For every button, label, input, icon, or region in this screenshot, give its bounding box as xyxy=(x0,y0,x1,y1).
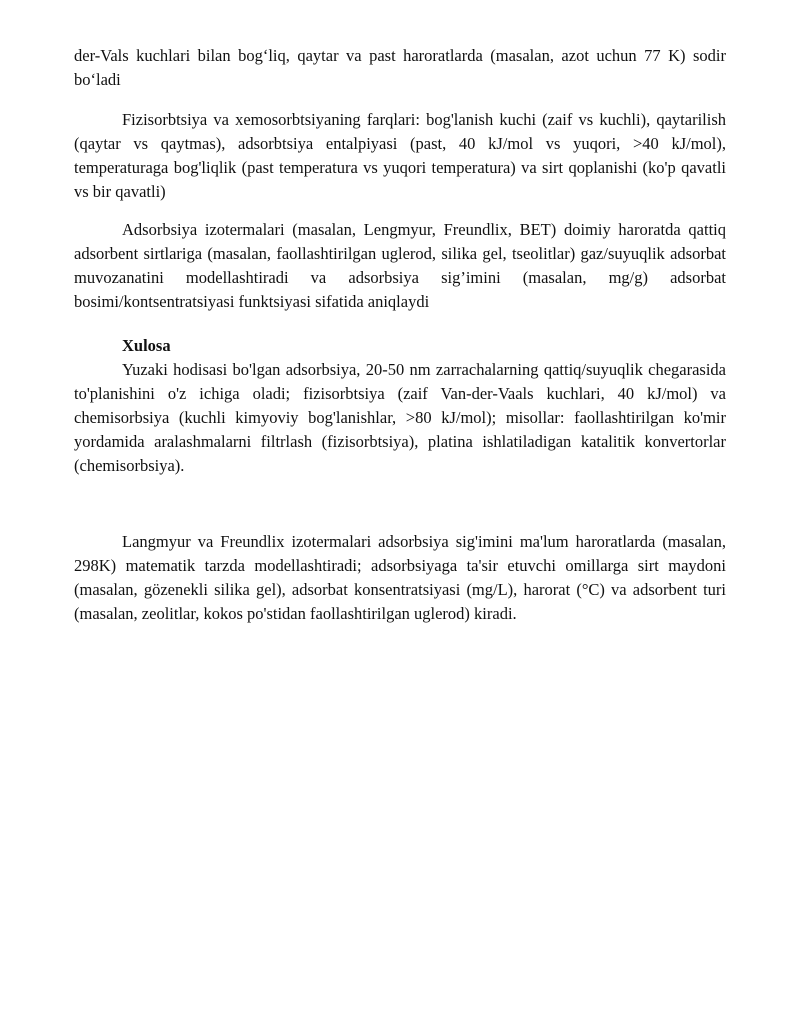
paragraph-isotherm-factors: Langmyur va Freundlix izotermalari adsorbsiya sig'imini ma'lum haroratlarda (masalan, 298K) matematik tarzda modellashtiradi; adsorbsiyaga ta'sir etuvchi omillarga sirt maydoni (masalan, gözenekli silika gel), adsorbat konsentratsiyasi (mg/L), harorat (°C) va adsorbent turi (masalan, zeolitlar, kokos po'stidan faollashtirilgan uglerod) kiradi. xyxy=(74,532,726,623)
section-heading-conclusion: Xulosa xyxy=(122,336,171,355)
paragraph-continuation: der-Vals kuchlari bilan bog‘liq, qaytar va past haroratlarda (masalan, azot uchun 77 K) sodir bo‘ladi xyxy=(74,46,726,89)
paragraph-physisorption-differences: Fizisorbtsiya va xemosorbtsiyaning farqlari: bog'lanish kuchi (zaif vs kuchli), qaytarilish (qaytar vs qaytmas), adsorbtsiya entalpiyasi (past, 40 kJ/mol vs yuqori, >40 kJ/mol), temperaturaga bog'liqlik (past temperatura vs yuqori temperatura) va sirt qoplanishi (ko'p qavatli vs bir qavatli) xyxy=(74,110,726,201)
paragraph-adsorption-isotherms: Adsorbsiya izotermalari (masalan, Lengmyur, Freundlix, BET) doimiy haroratda qattiq adsorbent sirtlariga (masalan, faollashtirilgan uglerod, silika gel, tseolitlar) gaz/suyuqlik adsorbat muvozanatini modellashtiradi va adsorbsiya sig’imini (masalan, mg/g) adsorbat bosimi/kontsentratsiyasi funktsiyasi sifatida aniqlaydi xyxy=(74,220,726,311)
paragraph-conclusion: Yuzaki hodisasi bo'lgan adsorbsiya, 20-50 nm zarrachalarning qattiq/suyuqlik chegarasida to'planishini o'z ichiga oladi; fizisorbtsiya (zaif Van-der-Vaals kuchlari, 40 kJ/mol) va chemisorbsiya (kuchli kimyoviy bog'lanishlar, >80 kJ/mol); misollar: faollashtirilgan ko'mir yordamida aralashmalarni filtrlash (fizisorbtsiya), platina ishlatiladigan katalitik konvertorlar (chemisorbsiya). xyxy=(74,360,726,475)
